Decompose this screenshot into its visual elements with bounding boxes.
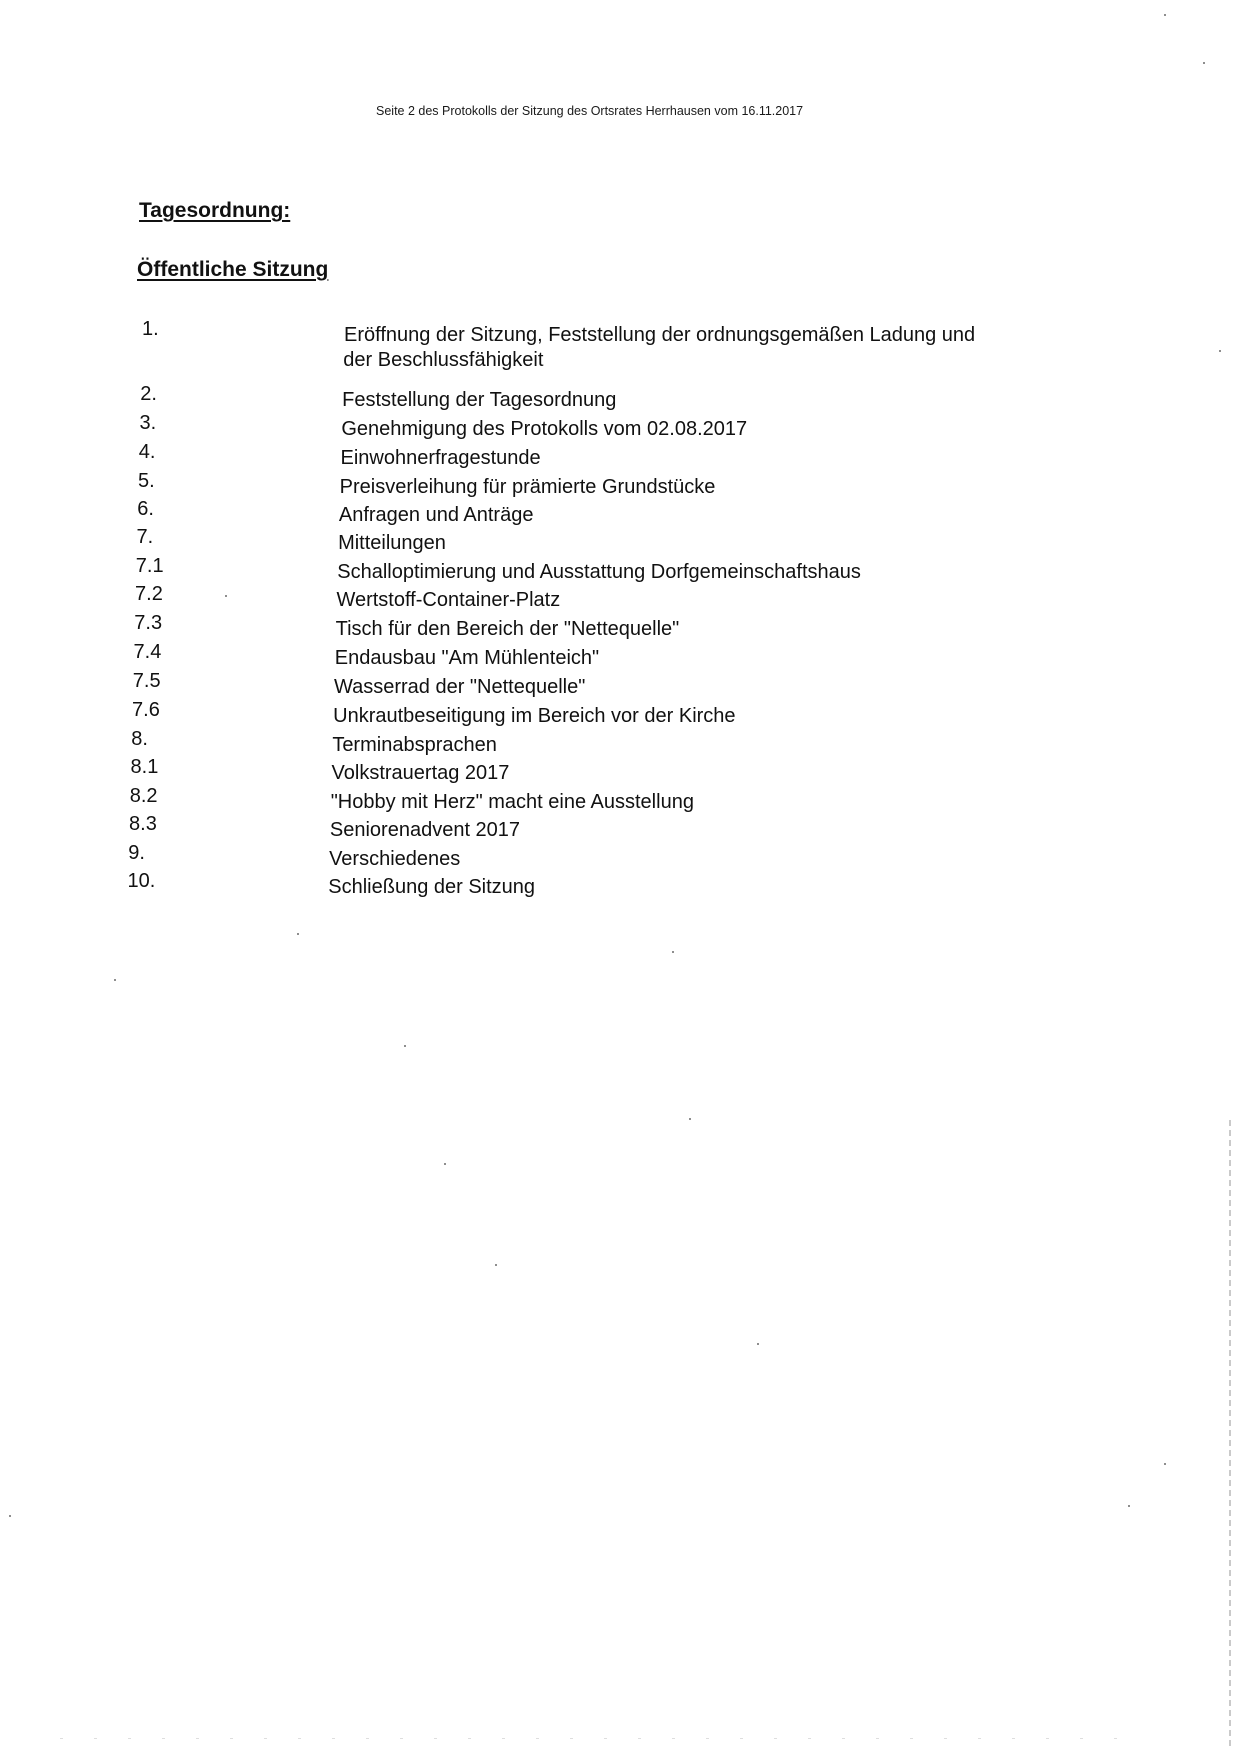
agenda-item-title: Seniorenadvent 2017	[329, 819, 521, 841]
agenda-item-number: 8.2	[129, 785, 158, 807]
scan-speck	[1219, 350, 1221, 352]
scan-edge-artifact	[1229, 1120, 1231, 1750]
agenda-item-title: Wasserrad der "Nettequelle"	[333, 676, 586, 698]
agenda-item-number: 7.4	[133, 641, 162, 663]
agenda-item-number: 9.	[128, 842, 145, 864]
agenda-item-title: Preisverleihung für prämierte Grundstücke	[339, 476, 716, 498]
agenda-item-title: Schalloptimierung und Ausstattung Dorfgemeinschaftshaus	[337, 561, 861, 583]
agenda-heading: Tagesordnung:	[139, 199, 291, 222]
agenda-item-title: Endausbau "Am Mühlenteich"	[334, 647, 600, 669]
agenda-item-title: Wertstoff-Container-Platz	[336, 589, 561, 611]
agenda-item-number: 8.3	[129, 813, 157, 835]
agenda-item-number: 7.2	[135, 583, 163, 605]
scan-speck	[1203, 62, 1205, 64]
agenda-item-number: 7.6	[132, 699, 160, 721]
agenda-item-title: der Beschlussfähigkeit	[343, 349, 544, 371]
agenda-item-number: 2.	[140, 383, 157, 405]
agenda-item-title: Einwohnerfragestunde	[340, 447, 541, 469]
agenda-item-number: 7.5	[132, 670, 161, 692]
agenda-item-number: 7.3	[134, 612, 163, 634]
agenda-item-number: 5.	[138, 470, 155, 492]
agenda-item-title: Genehmigung des Protokolls vom 02.08.2017	[341, 418, 748, 440]
agenda-item-number: 10.	[127, 870, 156, 892]
agenda-item-title: Schließung der Sitzung	[328, 876, 536, 898]
agenda-item-title: Volkstrauertag 2017	[331, 762, 510, 784]
agenda-item-number: 6.	[137, 498, 154, 520]
scan-speck	[9, 1515, 11, 1517]
scan-speck	[495, 1264, 497, 1266]
scan-speck	[757, 1343, 759, 1345]
agenda-item-title: Verschiedenes	[329, 848, 461, 870]
agenda-item-number: 3.	[139, 412, 157, 434]
agenda-item-number: 7.1	[135, 555, 164, 577]
agenda-item-title: Feststellung der Tagesordnung	[342, 389, 617, 411]
scan-speck	[114, 979, 116, 981]
agenda-item-number: 7.	[136, 526, 154, 548]
scan-speck	[1128, 1505, 1130, 1507]
scan-speck	[225, 595, 227, 597]
scan-speck	[1164, 1463, 1166, 1465]
scan-bottom-noise	[60, 1738, 1140, 1739]
agenda-item-number: 4.	[138, 441, 156, 463]
agenda-item-title: Eröffnung der Sitzung, Feststellung der ordnungsgemäßen Ladung und	[344, 324, 976, 346]
agenda-item-title: Tisch für den Bereich der "Nettequelle"	[335, 618, 680, 640]
agenda-item-title: Mitteilungen	[338, 532, 446, 554]
agenda-item-number: 8.1	[130, 756, 159, 778]
agenda-item-title: Unkrautbeseitigung im Bereich vor der Kirche	[333, 705, 736, 727]
agenda-item-title: Anfragen und Anträge	[338, 504, 534, 526]
agenda-item-title: "Hobby mit Herz" macht eine Ausstellung	[330, 791, 694, 813]
scan-speck	[672, 951, 674, 953]
agenda-item-number: 8.	[131, 728, 148, 750]
scan-speck	[444, 1163, 446, 1165]
agenda-item-title: Terminabsprachen	[332, 734, 497, 756]
section-heading-public-session: Öffentliche Sitzung	[137, 258, 329, 281]
page-header: Seite 2 des Protokolls der Sitzung des Ortsrates Herrhausen vom 16.11.2017	[376, 104, 804, 118]
scan-speck	[1164, 14, 1166, 16]
scan-speck	[297, 933, 299, 935]
agenda-item-number: 1.	[142, 318, 159, 340]
scan-speck	[689, 1118, 691, 1120]
scan-speck	[404, 1045, 406, 1047]
